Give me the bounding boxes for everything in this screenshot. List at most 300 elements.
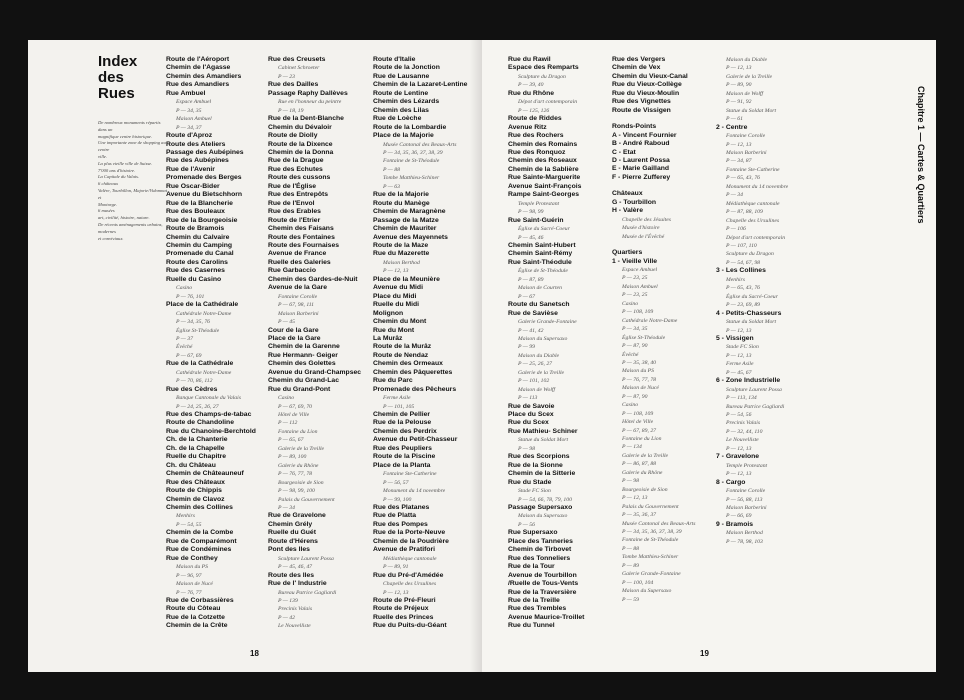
landmark-entry: Sculpture du Dragon <box>726 251 774 258</box>
intro-text <box>98 120 170 242</box>
landmark-entry: Maison du Supersaxo <box>518 513 568 520</box>
street-entry: Rue de Condémines <box>166 546 232 554</box>
street-entry: 5 - Vissigen <box>716 334 754 342</box>
landmark-entry: P — 87, 90 <box>622 343 648 350</box>
landmark-entry: Galerie de la Treille <box>518 369 565 376</box>
street-entry: Rue du Rhône <box>508 89 555 97</box>
street-entry: Ruelle des Galeries <box>268 258 331 266</box>
page-number-left: 18 <box>250 649 259 658</box>
landmark-entry: P — 96, 97 <box>176 572 202 579</box>
street-entry: Chemin des Lézards <box>373 98 440 106</box>
street-entry: Rue des Scorpions <box>508 453 570 461</box>
street-entry: Rue des Champs-de-tabac <box>166 411 252 419</box>
landmark-entry: P — 34, 35 <box>176 107 202 114</box>
landmark-entry: P — 45 <box>278 319 295 326</box>
street-entry: Rue Mathieu- Schiner <box>508 427 578 435</box>
landmark-entry: Musée d'histoire <box>622 225 660 232</box>
landmark-entry: P — 65, 43, 76 <box>726 175 761 182</box>
street-entry: Chemin des Faisans <box>268 225 334 233</box>
street-entry: Chemin de la Donna <box>268 148 334 156</box>
landmark-entry: P — 12, 13 <box>383 589 409 596</box>
intro-line: 6 musées <box>98 208 115 214</box>
street-entry: Avenue du Midi <box>373 284 423 292</box>
street-entry: Place de la Cathédrale <box>166 301 239 309</box>
landmark-entry: P — 34, 35, 36, 37, 38, 39 <box>383 149 443 156</box>
street-entry: Route de Pré-Fleuri <box>373 597 436 604</box>
street-entry: Rue des Erables <box>268 208 321 216</box>
street-entry: Rue de l'Envol <box>268 199 315 207</box>
street-entry: Route des Iles <box>268 571 315 579</box>
street-entry: Chemin de Pellier <box>373 411 431 419</box>
landmark-entry: Ferme Asile <box>383 395 411 402</box>
street-entry: Route de Chippis <box>166 487 222 495</box>
street-entry: Rue Ambuel <box>166 89 206 97</box>
landmark-entry: P — 98 <box>518 445 535 452</box>
landmark-entry: Dépot d'art contemporain <box>726 234 786 241</box>
landmark-entry: Galerie de la Treille <box>622 452 669 459</box>
landmark-entry: Stade FC Sion <box>726 344 759 351</box>
street-entry: Ch. de la Chanterie <box>166 436 228 444</box>
landmark-entry: Ferme Asile <box>726 361 754 368</box>
landmark-entry: P — 34, 35, 36, 37, 38, 39 <box>622 529 682 536</box>
section-heading: Quartiers <box>612 249 643 257</box>
landmark-entry: P — 86, 87, 88 <box>622 461 657 468</box>
landmark-entry: P — 23, 25 <box>622 292 648 299</box>
street-entry: Rue de Gravelone <box>268 512 326 520</box>
street-entry: Route de Vissigen <box>612 106 671 114</box>
landmark-entry: Hôtel de Ville <box>278 412 310 419</box>
street-entry: Rue des Pompes <box>373 520 428 528</box>
street-entry: Rue Saint-Théodule <box>508 258 572 266</box>
street-entry: Chemin de la Poudrière <box>373 537 449 545</box>
landmark-entry: Fontaine Ste-Catherine <box>726 166 780 173</box>
landmark-entry: P — 88 <box>383 166 400 173</box>
street-column-3 <box>373 56 473 631</box>
landmark-entry: Precinis Valais <box>278 606 313 613</box>
landmark-entry: P — 56 <box>518 521 535 528</box>
landmark-entry: Maison Ambuel <box>622 283 658 290</box>
street-entry: Rue des Creusets <box>268 56 326 63</box>
landmark-entry: Maison Ambuel <box>176 116 212 123</box>
street-column-4 <box>508 56 608 631</box>
street-entry: Passage Raphy Dallèves <box>268 89 348 97</box>
landmark-entry: Fontaine de St-Théodule <box>383 158 440 165</box>
landmark-entry: Sculpture Laurent Possa <box>278 555 334 562</box>
street-column-1 <box>166 56 266 631</box>
landmark-entry: P — 76, 77, 78 <box>622 376 657 383</box>
street-entry: Rue des Vignettes <box>612 98 671 106</box>
street-entry: Chemin du Vieux-Canal <box>612 72 688 80</box>
street-entry: Rue des Tonneliers <box>508 554 571 562</box>
landmark-entry: Temple Protestant <box>726 462 768 469</box>
landmark-entry: Bureau Patrice Gagliardi <box>726 403 785 410</box>
landmark-entry: Stade FC Sion <box>518 488 551 495</box>
intro-line: La plus vieille ville de Suisse. <box>98 160 153 166</box>
landmark-entry: Médiathèque cantonale <box>383 555 437 562</box>
landmark-entry: Casino <box>278 395 295 402</box>
street-entry: La Murâz <box>373 334 403 342</box>
landmark-entry: P — 101, 105 <box>383 403 415 410</box>
intro-line: ville. <box>98 153 108 159</box>
landmark-entry: P — 45, 67 <box>726 369 752 376</box>
street-entry: Chemin du Mont <box>373 318 427 326</box>
street-entry: Route des Ateliers <box>166 140 226 148</box>
landmark-entry: Statue du Soldat Mort <box>726 107 777 114</box>
chapter-label: Chapitre 1 — Cartes & Quartiers <box>916 86 926 224</box>
street-entry: Rue du Grand-Pont <box>268 385 331 393</box>
street-entry: Chemin Grély <box>268 520 313 528</box>
street-entry: Rue de la Sionne <box>508 461 563 469</box>
street-entry: Chemin Saint-Rémy <box>508 250 573 258</box>
landmark-entry: P — 113 <box>518 395 538 402</box>
landmark-entry: P — 35, 38, 40 <box>622 359 657 366</box>
street-entry: G - Tourbillon <box>612 198 657 206</box>
landmark-entry: P — 34, 35 <box>622 326 648 333</box>
street-entry: Rue du Puits-du-Géant <box>373 622 447 630</box>
landmark-entry: P — 12, 13 <box>726 352 752 359</box>
landmark-entry: P — 87, 89 <box>518 276 544 283</box>
street-entry: Route de l'Etrier <box>268 216 321 224</box>
street-entry: Route de la Lombardie <box>373 123 447 131</box>
street-entry: Rue de Savièse <box>508 309 558 317</box>
landmark-entry: P — 54, 55 <box>176 521 202 528</box>
landmark-entry: P — 67, 69, 70 <box>278 403 313 410</box>
street-entry: Rue de Lausanne <box>373 72 430 80</box>
landmark-entry: P — 32, 44, 110 <box>726 428 763 435</box>
street-entry: Promenade du Canal <box>166 250 234 258</box>
intro-line: 6 châteaux <box>98 181 119 187</box>
landmark-entry: Maison de Courten <box>518 285 562 292</box>
street-entry: Rue de la Cathédrale <box>166 360 234 368</box>
landmark-entry: Statue du Soldat Mort <box>726 319 777 326</box>
street-entry: Rue du Scex <box>508 419 549 427</box>
landmark-entry: Casino <box>622 402 639 409</box>
street-entry: Rue des Trembles <box>508 605 567 613</box>
landmark-entry: P — 65, 43, 76 <box>726 285 761 292</box>
street-entry: Avenue Saint-François <box>508 182 582 190</box>
section-heading: Châteaux <box>612 190 643 198</box>
street-entry: Rue des Entrepôts <box>268 191 329 199</box>
street-column-2 <box>268 56 368 631</box>
landmark-entry: Maison du Supersaxo <box>622 588 672 595</box>
intro-line: magnifique centre historique. <box>98 133 153 139</box>
street-entry: Avenue de la Gare <box>268 284 328 292</box>
landmark-entry: P — 98 <box>622 478 639 485</box>
street-entry: Rue des Châteaux <box>166 478 225 486</box>
street-entry: Rue de la Traversière <box>508 588 577 596</box>
landmark-entry: Évêché <box>176 344 193 351</box>
street-entry: Avenue du Grand-Champsec <box>268 368 362 376</box>
index-title <box>98 54 170 102</box>
landmark-entry: P — 89, 91 <box>383 564 409 571</box>
street-entry: Rue des Casernes <box>166 267 225 275</box>
street-entry: Ruelle du Chapitre <box>166 453 227 461</box>
street-entry: Chemin de l'Agasse <box>166 64 231 72</box>
landmark-entry: Casino <box>176 285 193 292</box>
street-entry: Route de Chandoline <box>166 419 234 427</box>
street-entry: Cour de la Gare <box>268 326 319 334</box>
street-entry: Chemin de la Crête <box>166 622 228 630</box>
landmark-entry: P — 98, 99, 100 <box>278 488 315 495</box>
street-entry: Chemin du Dévaloir <box>268 123 332 131</box>
landmark-entry: P — 70, 86, 112 <box>176 378 213 385</box>
street-entry: Place de la Gare <box>268 334 321 342</box>
street-entry: Rue des Vergers <box>612 56 666 63</box>
street-entry: Chemin des Gardes-de-Nuit <box>268 275 358 283</box>
landmark-entry: P — 35, 36, 37 <box>622 512 657 519</box>
landmark-entry: P — 61 <box>726 116 743 123</box>
landmark-entry: Menhirs <box>176 513 195 520</box>
street-entry: Rue du Pré-d'Amédée <box>373 571 444 579</box>
landmark-entry: Maison du PS <box>622 368 654 375</box>
street-entry: Rue de la Treille <box>508 597 560 604</box>
landmark-entry: P — 54, 67, 98 <box>726 259 761 266</box>
street-entry: 6 - Zone Industrielle <box>716 377 781 385</box>
street-entry: Rue Sainte-Marguerite <box>508 174 581 182</box>
street-entry: Rue Hermann- Geiger <box>268 351 338 359</box>
intro-line: Valère, Tourbillon, Majorie/Vidomnat et <box>98 187 167 200</box>
landmark-entry: P — 139 <box>278 598 298 604</box>
street-entry: 1 - Vieille Ville <box>612 257 658 265</box>
landmark-entry: P — 34, 35, 76 <box>176 319 211 326</box>
landmark-entry: P — 12, 13 <box>383 268 409 275</box>
landmark-entry: P — 12, 13 <box>726 327 752 334</box>
street-entry: Chemin de la Sitterie <box>508 470 576 478</box>
landmark-entry: Cathédrale Notre-Dame <box>176 369 232 376</box>
street-entry: Chemin des Roseaux <box>508 157 577 165</box>
landmark-entry: Rue en l'honneur du peintre <box>278 99 342 106</box>
street-entry: Rue du Rawil <box>508 56 551 63</box>
street-entry: Route de la Jonction <box>373 64 440 72</box>
street-entry: Rue des Platanes <box>373 504 430 512</box>
street-entry: 4 - Petits-Chasseurs <box>716 309 782 317</box>
landmark-entry: Galerie du Rhône <box>622 469 663 476</box>
street-entry: Chemin des Ormeaux <box>373 360 443 368</box>
street-entry: Avenue des Mayennets <box>373 233 448 241</box>
street-entry: Chemin de la Combe <box>166 529 234 537</box>
landmark-entry: Espace Ambuel <box>176 99 212 106</box>
street-entry: Rue des Dailles <box>268 81 319 89</box>
landmark-entry: Sculpture du Dragon <box>518 73 566 80</box>
street-entry: Rue du Chanoine-Berchtold <box>166 427 256 435</box>
street-entry: 3 - Les Collines <box>716 267 766 275</box>
street-entry: Rampe Saint-Georges <box>508 191 580 199</box>
landmark-entry: Statue du Soldat Mort <box>518 437 569 444</box>
street-entry: Rue Oscar-Bider <box>166 182 220 190</box>
intro-line: La Capitale du Valais. <box>98 174 140 180</box>
landmark-entry: P — 45, 46 <box>518 234 544 241</box>
landmark-entry: P — 66, 69 <box>726 513 752 520</box>
intro-line: 7'000 ans d'histoire. <box>98 167 136 173</box>
street-entry: Rue de la Majorie <box>373 191 429 199</box>
landmark-entry: Fontaine Corolle <box>278 293 318 300</box>
landmark-entry: Église St-Théodule <box>176 327 220 334</box>
street-entry: C - Etat <box>612 148 636 156</box>
landmark-entry: Espace Ambuel <box>622 266 658 273</box>
landmark-entry: Monument du 14 novembre <box>726 183 789 190</box>
landmark-entry: P — 76, 101 <box>176 293 205 300</box>
street-entry: Rue de la Cotzette <box>166 613 225 621</box>
street-entry: Rue du Parc <box>373 377 413 385</box>
landmark-entry: Maison Barberini <box>278 310 319 317</box>
intro-line: Montorge. <box>98 201 118 207</box>
landmark-entry: P — 67, 69 <box>176 352 202 359</box>
landmark-entry: P — 76, 77 <box>176 589 202 596</box>
page-number-right: 19 <box>700 649 709 658</box>
street-entry: Ruelle du Midi <box>373 301 420 309</box>
street-entry: Avenue de Pratifori <box>373 546 436 554</box>
street-entry: Rue du Mont <box>373 326 415 334</box>
landmark-entry: Maison de Nucé <box>622 385 659 392</box>
landmark-entry: Cathédrale Notre-Dame <box>176 310 232 317</box>
landmark-entry: Tombe Matthieu-Schiner <box>383 175 440 182</box>
street-entry: Route de Riddes <box>508 115 562 123</box>
street-entry: Route d'Aproz <box>166 132 213 140</box>
landmark-entry: P — 45, 46, 47 <box>278 564 313 571</box>
street-entry: Rue de la Bourgeoisie <box>166 216 238 224</box>
landmark-entry: Casino <box>622 300 639 307</box>
landmark-entry: P — 42 <box>278 614 295 621</box>
street-entry: Rue de la Drague <box>268 157 324 165</box>
landmark-entry: P — 12, 13 <box>726 65 752 72</box>
landmark-entry: P — 34, 37 <box>176 124 202 131</box>
street-entry: Avenue du Bietschhorn <box>166 191 243 199</box>
street-entry: Chemin du Camping <box>166 241 233 249</box>
street-entry: 2 - Centre <box>716 123 748 131</box>
street-entry: Rue Garbaccio <box>268 267 316 275</box>
street-entry: Rue de l'Avenir <box>166 165 215 173</box>
landmark-entry: Le Nouvelliste <box>278 623 311 630</box>
intro-line: De nombreux monuments répartis dans un <box>98 120 161 132</box>
street-entry: Rue des Cèdres <box>166 385 218 393</box>
street-entry: Chemin de Vex <box>612 64 661 72</box>
landmark-entry: Fontaine du Lion <box>622 436 662 443</box>
street-entry: Passage des Aubépines <box>166 148 244 156</box>
street-entry: Route de Bramois <box>166 225 225 233</box>
street-entry: Place des Tanneries <box>508 537 573 545</box>
street-entry: Rue de Savoie <box>508 402 555 410</box>
street-entry: Route de la Murâz <box>373 343 432 351</box>
street-entry: Chemin des Lilas <box>373 106 429 114</box>
landmark-entry: Maison du PS <box>176 564 208 571</box>
landmark-entry: Chapelle des Jésuites <box>622 216 671 223</box>
street-entry: B - André Raboud <box>612 140 670 148</box>
landmark-entry: P — 134 <box>622 444 642 451</box>
street-entry: Rue des Echutes <box>268 165 323 173</box>
street-entry: Rue des Amandiers <box>166 81 230 89</box>
street-entry: Rue de Corbassières <box>166 597 234 604</box>
landmark-entry: Maison Berthod <box>726 530 763 537</box>
street-entry: Rue du Mazerette <box>373 250 430 258</box>
street-entry: Route des cussons <box>268 174 331 182</box>
street-entry: Rue Supersaxo <box>508 529 558 537</box>
street-entry: 7 - Gravelone <box>716 453 760 461</box>
landmark-entry: P — 108, 109 <box>622 309 654 316</box>
landmark-entry: Église du Sacré-Coeur <box>518 226 570 233</box>
landmark-entry: Maison Barberini <box>726 149 767 156</box>
title-block <box>98 54 170 242</box>
title-line: des <box>98 69 124 86</box>
street-entry: Route d'Hérens <box>268 537 318 545</box>
landmark-entry: Maison du Supersaxo <box>518 335 568 342</box>
street-entry: Route de Diolly <box>268 132 318 140</box>
landmark-entry: P — 56, 57 <box>383 479 409 486</box>
landmark-entry: Bureau Patrice Gagliardi <box>278 589 337 596</box>
landmark-entry: P — 89 <box>622 562 639 569</box>
landmark-entry: P — 78, 98, 103 <box>726 538 763 545</box>
street-entry: Route de Nendaz <box>373 351 429 359</box>
street-entry: Ruelle des Princes <box>373 613 434 621</box>
street-entry: 8 - Cargo <box>716 478 746 486</box>
street-entry: A - Vincent Fournier <box>612 131 677 139</box>
landmark-entry: Cabinet Schroeter <box>278 65 320 72</box>
landmark-entry: P — 41, 42 <box>518 327 544 334</box>
landmark-entry: P — 125, 126 <box>518 107 550 114</box>
intro-line: et conviviaux. <box>98 235 124 241</box>
street-entry: Route de Préjeux <box>373 605 429 613</box>
landmark-entry: Galerie de la Treille <box>278 445 325 452</box>
landmark-entry: Chapelle des Ursulines <box>726 217 780 224</box>
street-entry: Route des Fontaines <box>268 233 335 241</box>
landmark-entry: Maison Barberini <box>726 505 767 512</box>
street-entry: Rue du Stade <box>508 478 552 486</box>
landmark-entry: P — 98, 99 <box>518 209 544 216</box>
street-entry: Ruelle du Guét <box>268 529 316 537</box>
street-entry: Chemin de la Garenne <box>268 343 340 351</box>
landmark-entry: P — 37 <box>176 335 193 342</box>
street-entry: Chemin du Calvaire <box>166 233 230 241</box>
street-entry: /Ruelle de Tous-Vents <box>508 580 579 588</box>
landmark-entry: Musée de l'Évêché <box>622 233 665 240</box>
landmark-entry: P — 100, 104 <box>622 579 654 586</box>
street-entry: Route de l'Aéroport <box>166 56 230 63</box>
street-entry: Rue des Aubépines <box>166 157 229 165</box>
street-entry: Chemin des Golettes <box>268 360 336 368</box>
landmark-entry: Dépot d'art contemporain <box>518 99 578 106</box>
landmark-entry: P — 67 <box>518 293 535 300</box>
landmark-entry: Le Nouvelliste <box>726 437 759 444</box>
landmark-entry: P — 54, 66, 78, 79, 100 <box>518 496 572 503</box>
landmark-entry: P — 99, 100 <box>383 496 412 503</box>
street-entry: Route des Carolins <box>166 258 228 266</box>
landmark-entry: P — 91, 92 <box>726 99 752 106</box>
landmark-entry: P — 67, 89, 27 <box>622 427 657 434</box>
street-entry: Ch. de la Chapelle <box>166 444 225 452</box>
street-entry: Promenade des Berges <box>166 174 242 182</box>
landmark-entry: Temple Protestant <box>518 200 560 207</box>
landmark-entry: P — 54, 56 <box>726 412 752 419</box>
landmark-entry: Évêché <box>622 351 639 358</box>
landmark-entry: P — 34 <box>726 192 743 199</box>
intro-line: Une importante zone de shopping au centre <box>98 140 166 153</box>
street-entry: Chemin Saint-Hubert <box>508 241 576 249</box>
street-entry: Place de la Meunière <box>373 275 440 283</box>
street-entry: Rue du Tunnel <box>508 622 555 630</box>
landmark-entry: Palais du Gouvernement <box>622 503 679 510</box>
landmark-entry: P — 63 <box>383 183 400 190</box>
landmark-entry: Sculpture Laurent Possa <box>726 386 782 393</box>
street-entry: Passage de la Matze <box>373 216 439 224</box>
landmark-entry: Tombe Matthieu-Schiner <box>622 554 679 561</box>
street-entry: Chemin du Grand-Lac <box>268 377 339 385</box>
street-entry: Rue de la Pelouse <box>373 419 432 427</box>
street-entry: Rue des Bouleaux <box>166 208 225 216</box>
street-entry: Chemin de la Sablière <box>508 165 579 173</box>
street-entry: Route de la Maze <box>373 241 429 249</box>
landmark-entry: Fontaine du Lion <box>278 428 318 435</box>
street-entry: Avenue de Tourbillon <box>508 571 577 579</box>
landmark-entry: Maison Berthod <box>383 259 420 266</box>
